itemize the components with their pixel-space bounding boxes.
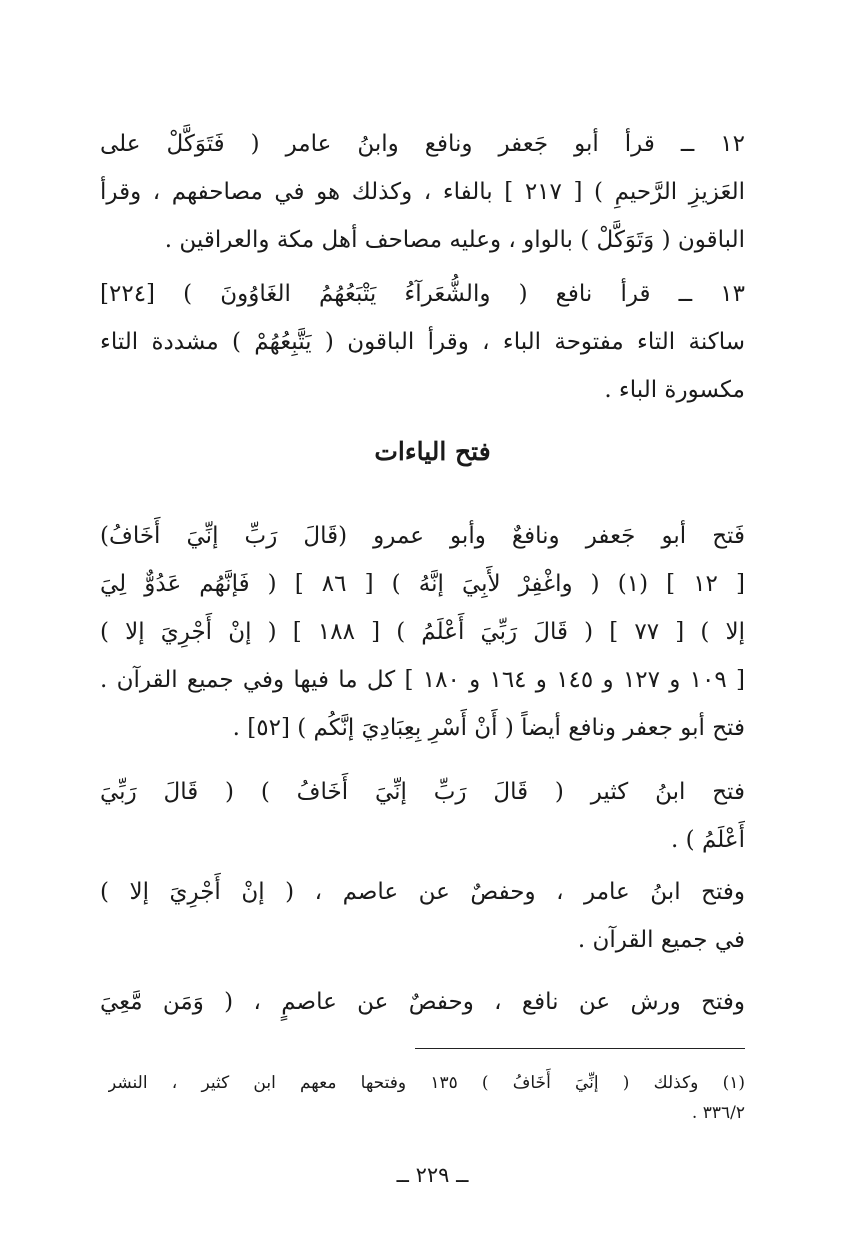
text-line: [ ١٠٩ و ١٢٧ و ١٤٥ و ١٦٤ و ١٨٠ ] كل ما فيها وفي جميع القرآن . (100, 667, 745, 693)
paragraph-yaat-2 (100, 768, 745, 864)
text-line: إلا ) [ ٧٧ ] ( قَالَ رَبِّيَ أَعْلَمُ ) [ ١٨٨ ] ( إنْ أَجْرِيَ إلا ) (100, 619, 745, 645)
text-line: [ ١٢ ] (١) ( واغْفِرْ لأَبِيَ إنَّهُ ) [ ٨٦ ] ( فَإنَّهُم عَدُوٌّ لِيَ (100, 571, 745, 597)
paragraph-yaat-1 (100, 512, 745, 752)
footnote-line: (١) وكذلك ( إنِّيَ أَخَافُ ) ١٣٥ وفتحها معهم ابن كثير ، النشر (108, 1073, 745, 1093)
paragraph-13 (100, 270, 745, 414)
text-line: ساكنة التاء مفتوحة الباء ، وقرأ الباقون ( يَتَّبِعُهُمْ ) مشددة التاء (100, 329, 745, 355)
text-line: الباقون ( وَتَوَكَّلْ ) بالواو ، وعليه مصاحف أهل مكة والعراقين . (164, 227, 745, 253)
footnote-separator (415, 1048, 745, 1049)
text-line: في جميع القرآن . (577, 927, 745, 953)
paragraph-yaat-3 (100, 868, 745, 964)
text-line: أَعْلَمُ ) . (671, 827, 745, 853)
footnote (108, 1068, 745, 1128)
text-line: مكسورة الباء . (604, 377, 745, 403)
paragraph-12 (100, 120, 745, 264)
text-line: فَتح أبو جَعفر ونافعٌ وأبو عمرو (قَالَ رَبِّ إنِّيَ أَخَافُ) (100, 523, 745, 549)
text-line: العَزيزِ الرَّحيمِ ) [ ٢١٧ ] بالفاء ، وكذلك هو في مصاحفهم ، وقرأ (100, 179, 745, 205)
text-line: فتح ابنُ كثير ( قَالَ رَبِّ إنِّيَ أَخَافُ ) ( قَالَ رَبِّيَ (100, 779, 745, 805)
page-number: ــ ٢٢٩ ــ (396, 1163, 469, 1187)
paragraph-yaat-4 (100, 978, 745, 1026)
section-heading: فتح الياءات (374, 437, 491, 466)
text-line: ١٢ ــ قرأ أبو جَعفر ونافع وابنُ عامر ( فَتَوَكَّلْ على (100, 131, 745, 157)
footnote-line: ٣٣٦/٢ . (691, 1103, 745, 1123)
text-line: فتح أبو جعفر ونافع أيضاً ( أَنْ أَسْرِ بِعِبَادِيَ إنَّكُم ) [٥٢] . (232, 715, 745, 741)
text-line: وفتح ورش عن نافع ، وحفصٌ عن عاصمٍ ، ( وَمَن مَّعِيَ (100, 989, 745, 1015)
text-line: وفتح ابنُ عامر ، وحفصٌ عن عاصم ، ( إنْ أَجْرِيَ إلا ) (100, 879, 745, 905)
text-line: ١٣ ــ قرأ نافع ( والشُّعَرآءُ يَتْبَعُهُمُ الغَاوُونَ ) [٢٢٤] (100, 281, 745, 307)
